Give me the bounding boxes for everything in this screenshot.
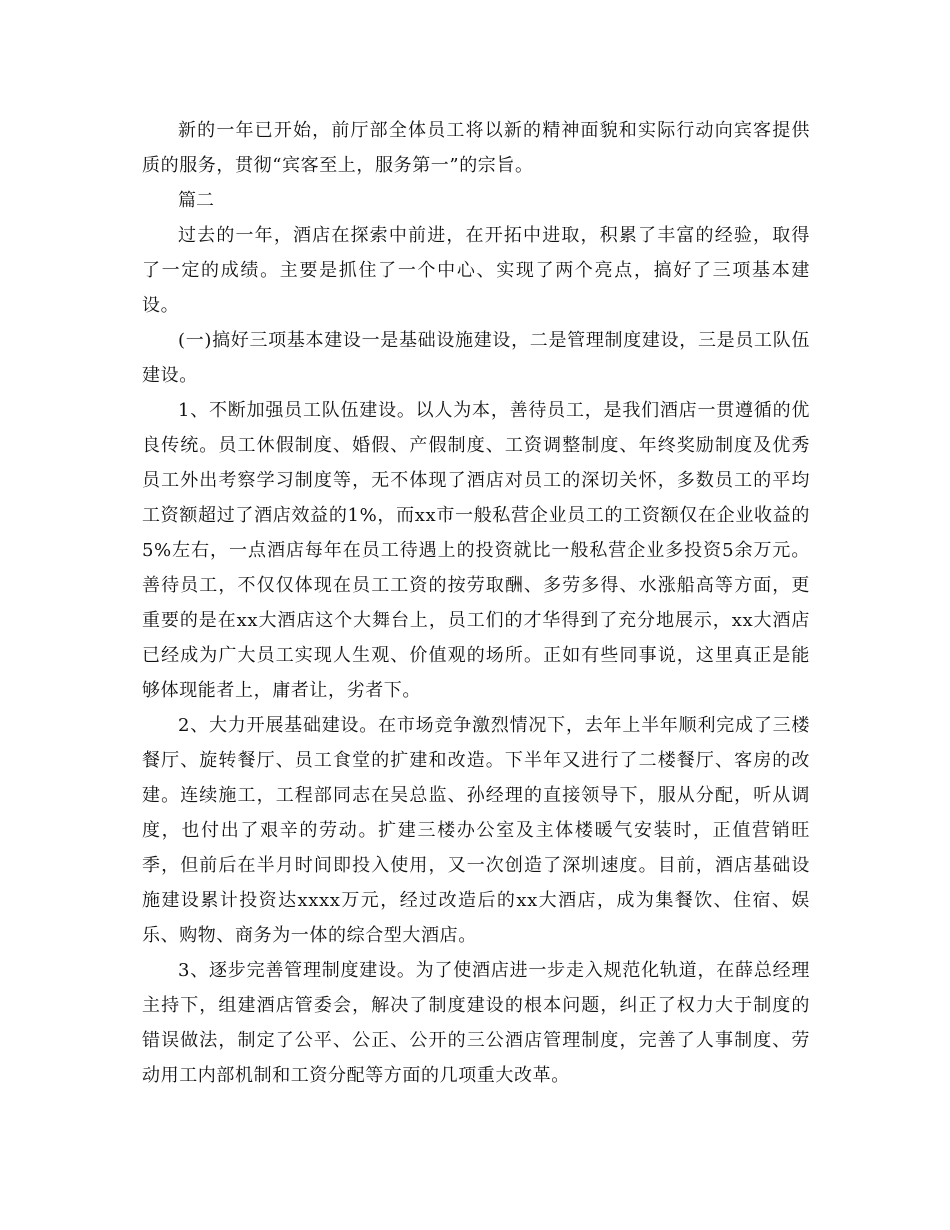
- section-heading-pian-er: 篇二: [178, 190, 214, 211]
- paragraph-infrastructure: 2、大力开展基础建设。在市场竞争激烈情况下，去年上半年顺利完成了三楼餐厅、旋转餐厅、员工食堂的扩建和改造。下半年又进行了二楼餐厅、客房的改建。连续施工，工程部同志在吴总监、孙经理的直接领导下，服从分配，听从调度，也付出了艰辛的劳动。扩建三楼办公室及主体楼暖气安装时，正值营销旺季，但前后在半月时间即投入使用，又一次创造了深圳速度。目前，酒店基础设施建设累计投资达xxxx万元，经过改造后的xx大酒店，成为集餐饮、住宿、娱乐、购物、商务为一体的综合型大酒店。: [142, 715, 810, 946]
- paragraph-management-system: 3、逐步完善管理制度建设。为了使酒店进一步走入规范化轨道，在薛总经理主持下，组建酒店管委会，解决了制度建设的根本问题，纠正了权力大于制度的错误做法，制定了公平、公正、公开的三公酒店管理制度，完善了人事制度、劳动用工内部机制和工资分配等方面的几项重大改革。: [142, 960, 810, 1086]
- paragraph-intro-closing: 新的一年已开始，前厅部全体员工将以新的精神面貌和实际行动向宾客提供质的服务，贯彻“宾客至上，服务第一”的宗旨。: [142, 120, 810, 176]
- document-body: [142, 113, 810, 1093]
- paragraph-year-summary: 过去的一年，酒店在探索中前进，在开拓中进取，积累了丰富的经验，取得了一定的成绩。主要是抓住了一个中心、实现了两个亮点，搞好了三项基本建设。: [142, 225, 810, 316]
- paragraph-staff-building: 1、不断加强员工队伍建设。以人为本，善待员工，是我们酒店一贯遵循的优良传统。员工休假制度、婚假、产假制度、工资调整制度、年终奖励制度及优秀员工外出考察学习制度等，无不体现了酒店对员工的深切关怀，多数员工的平均工资额超过了酒店效益的1%，而xx市一般私营企业员工的工资额仅在企业收益的5%左右，一点酒店每年在员工待遇上的投资就比一般私营企业多投资5余万元。善待员工，不仅仅体现在员工工资的按劳取酬、多劳多得、水涨船高等方面，更重要的是在xx大酒店这个大舞台上，员工们的才华得到了充分地展示，xx大酒店已经成为广大员工实现人生观、价值观的场所。正如有些同事说，这里真正是能够体现能者上，庸者让，劣者下。: [142, 400, 810, 701]
- paragraph-three-constructions: (一)搞好三项基本建设一是基础设施建设，二是管理制度建设，三是员工队伍建设。: [142, 330, 810, 386]
